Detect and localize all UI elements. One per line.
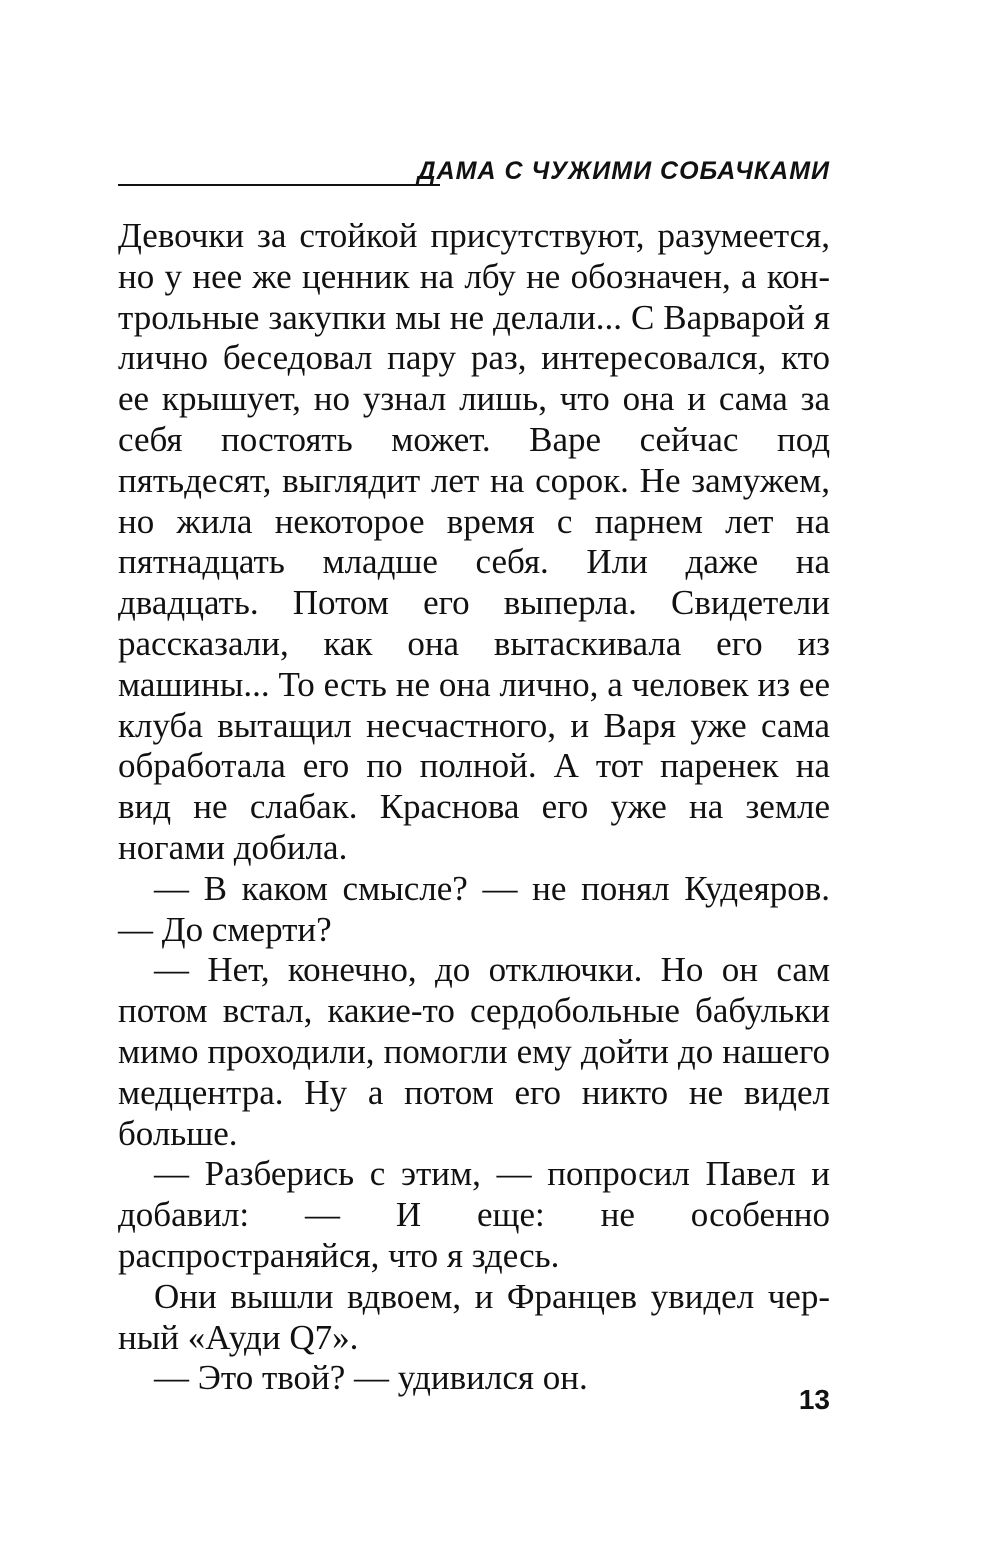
- paragraph: — Разберись с этим, — попросил Павел и добавил: — И еще: не особенно распространяйся, что я здесь.: [118, 1154, 830, 1275]
- paragraph: Девочки за стойкой присутствуют, разумеется, но у нее же ценник на лбу не обозначен, а контрольные закупки мы не делали... С Варварой я лично беседовал пару раз, интересовался, кто ее крышует, но узнал лишь, что она и сама за себя постоять может. Варе сейчас под пятьдесят, выглядит лет на сорок. Не замужем, но жила некоторое время с парнем лет на пятнадцать младше себя. Или даже на двадцать. Потом его выперла. Свидетели рассказали, как она вытаскивала его из машины... То есть не она лично, а человек из ее клуба вытащил несчастного, и Варя уже сама обработала его по полной. А тот паренек на вид не слабак. Краснова его уже на земле ногами добила.: [118, 216, 830, 867]
- paragraph: Они вышли вдвоем, и Францев увидел черный «Ауди Q7».: [118, 1276, 830, 1357]
- paragraph: — Это твой? — удивился он.: [154, 1358, 588, 1398]
- running-title: ДАМА С ЧУЖИМИ СОБАЧКАМИ: [417, 157, 830, 185]
- page-number: 13: [798, 1384, 830, 1415]
- body-text: [118, 216, 830, 1399]
- header-rule: [118, 184, 440, 186]
- paragraph: — В каком смысле? — не понял Кудеяров. — До смерти?: [118, 868, 830, 949]
- running-header: [118, 152, 830, 192]
- paragraph: — Нет, конечно, до отключки. Но он сам потом встал, какие-то сердобольные бабульки мимо проходили, помогли ему дойти до нашего медцентра. Ну а потом его никто не видел больше.: [118, 950, 830, 1153]
